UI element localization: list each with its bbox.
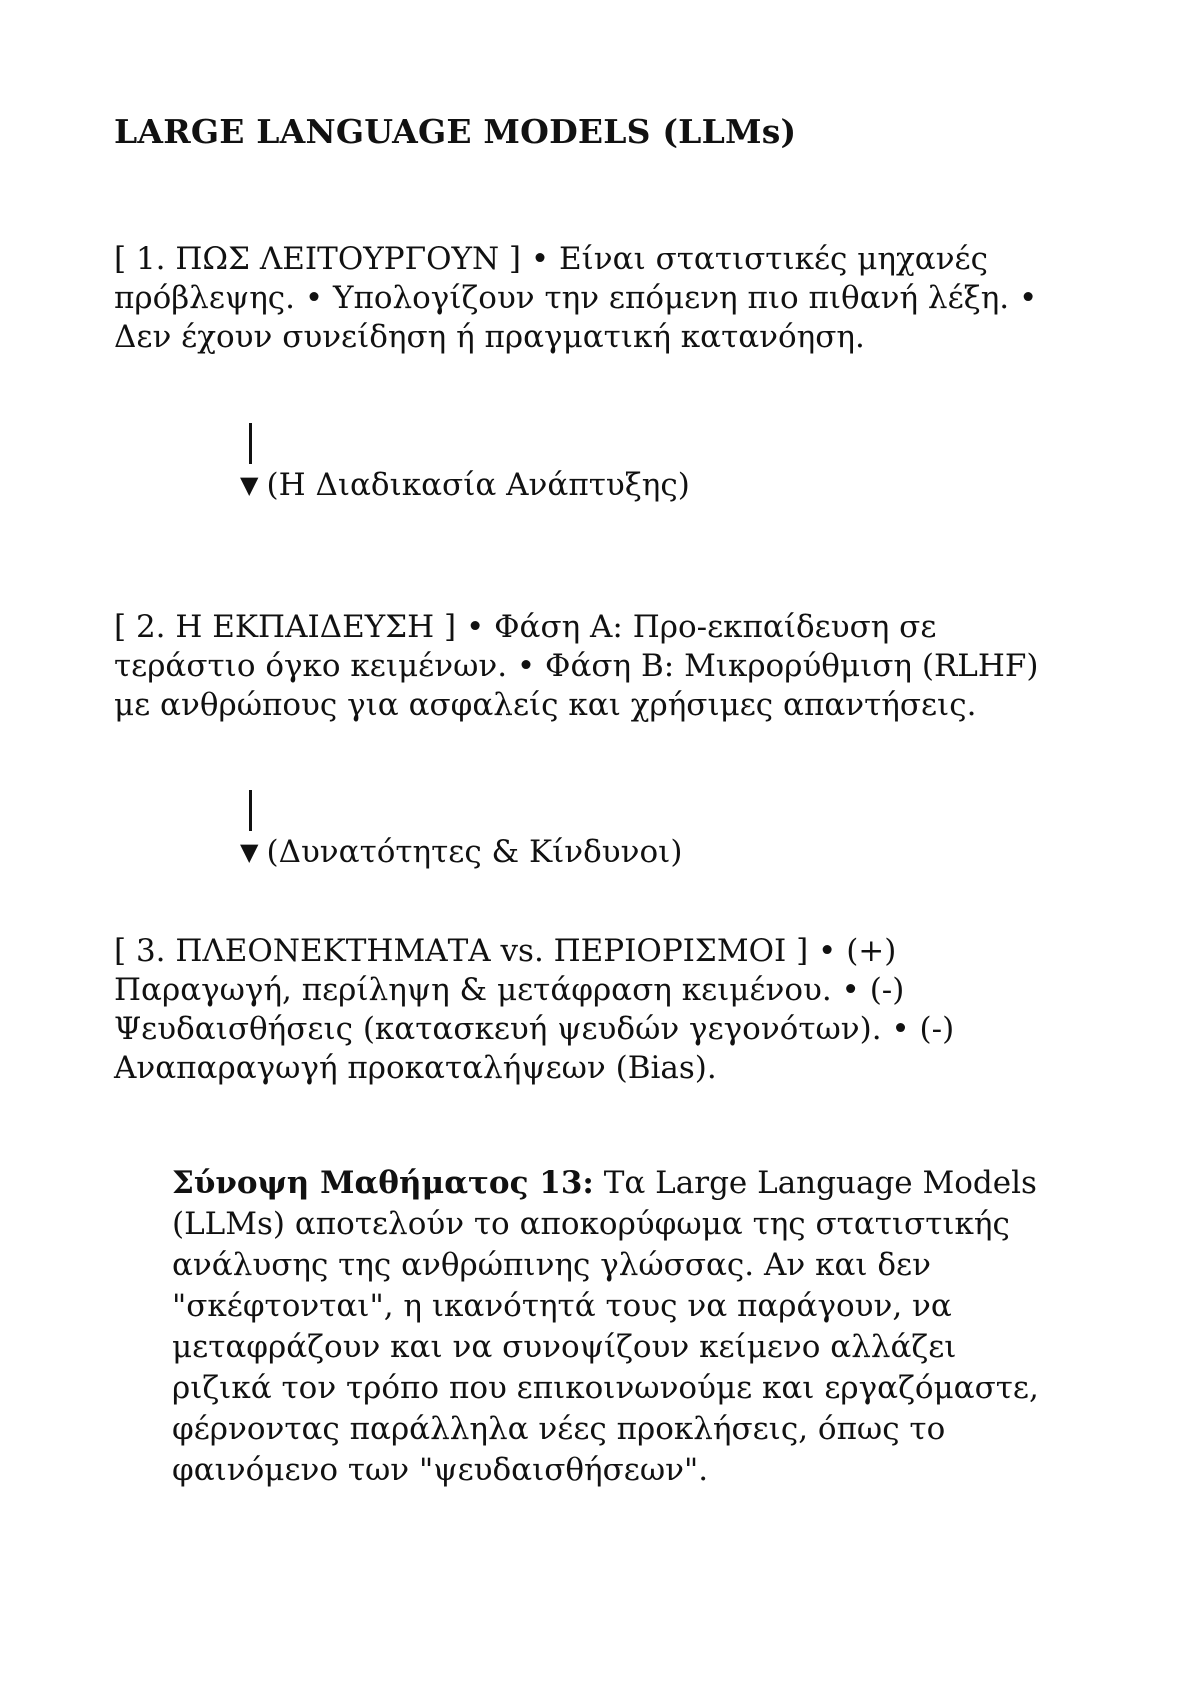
flow-connector-capabilities-risks xyxy=(240,790,940,870)
summary-label: Σύνοψη Μαθήματος 13: xyxy=(172,1165,594,1201)
summary-text: Τα Large Language Models (LLMs) αποτελούν το αποκορύφωμα της στατιστικής ανάλυσης της ανθρώπινης γλώσσας. Αν και δεν "σκέφτονται", η ικανότητά τους να παράγουν, να μεταφράζουν και να συνοψίζουν κείμενο αλλάζει ριζικά τον τρόπο που επικοινωνούμε και εργαζόμαστε, φέρνοντας παράλληλα νέες προκλήσεις, όπως το φαινόμενο των "ψευδαισθήσεων". xyxy=(172,1165,1039,1488)
connector-label: (Δυνατότητες & Κίνδυνοι) xyxy=(266,834,683,870)
flow-connector-development xyxy=(240,423,940,503)
down-arrow-icon: ▼ xyxy=(240,838,259,866)
connector-arrow-row xyxy=(240,467,690,503)
down-arrow-icon: ▼ xyxy=(240,471,259,499)
section-how-they-work: [ 1. ΠΩΣ ΛΕΙΤΟΥΡΓΟΥΝ ] • Είναι στατιστικές μηχανές πρόβλεψης. • Υπολογίζουν την επόμενη πιο πιθανή λέξη. • Δεν έχουν συνείδηση ή πραγματική κατανόηση. xyxy=(114,241,1038,355)
document-title: LARGE LANGUAGE MODELS (LLMs) xyxy=(114,112,797,151)
section-training: [ 2. Η ΕΚΠΑΙΔΕΥΣΗ ] • Φάση Α: Προ-εκπαίδευση σε τεράστιο όγκο κειμένων. • Φάση Β: Μικρορύθμιση (RLHF) με ανθρώπους για ασφαλείς και χρήσιμες απαντήσεις. xyxy=(114,609,1039,723)
section-advantages-limitations: [ 3. ΠΛΕΟΝΕΚΤΗΜΑΤΑ vs. ΠΕΡΙΟΡΙΣΜΟΙ ] • (+) Παραγωγή, περίληψη & μετάφραση κειμένου. • (-) Ψευδαισθήσεις (κατασκευή ψευδών γεγονότων). • (-) Αναπαραγωγή προκαταλήψεων (Bias). xyxy=(114,933,955,1086)
connector-label: (Η Διαδικασία Ανάπτυξης) xyxy=(266,467,690,503)
lesson-summary xyxy=(172,1163,1052,1491)
connector-line xyxy=(249,423,252,464)
connector-arrow-row xyxy=(240,834,682,870)
connector-line xyxy=(249,790,252,831)
